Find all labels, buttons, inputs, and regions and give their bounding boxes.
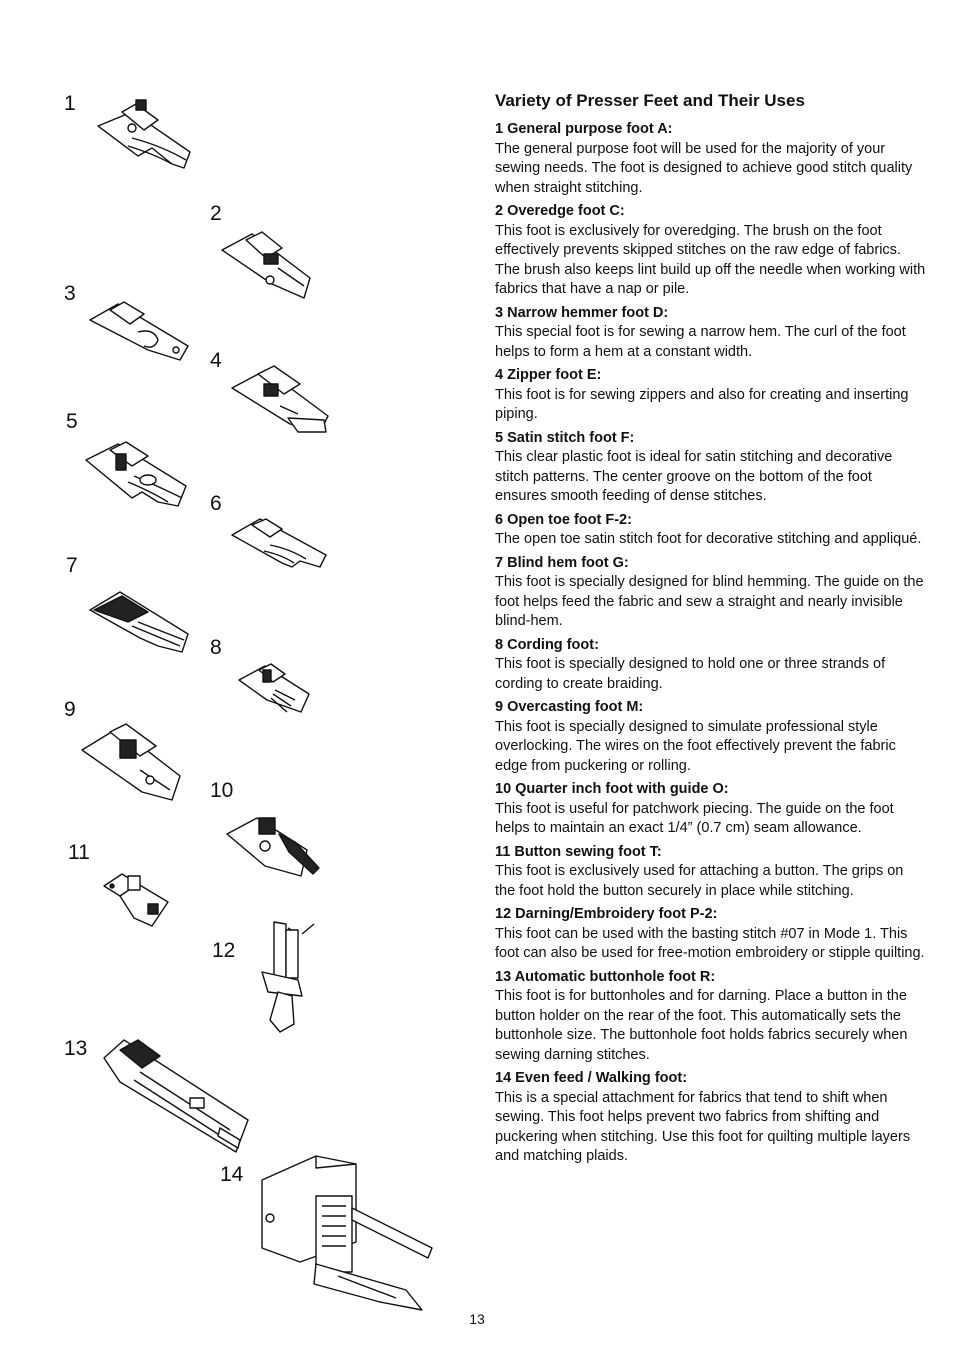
automatic-buttonhole-foot-illustration xyxy=(100,1036,255,1156)
quarter-inch-foot-illustration xyxy=(225,812,325,882)
foot-entry-body: This foot is for sewing zippers and also for creating and inserting piping. xyxy=(495,386,909,422)
foot-entry-body: This foot is specially designed to hold one or three strands of cording to create braiding. xyxy=(495,656,886,692)
foot-entry-body: The general purpose foot will be used for the majority of your sewing needs. The foot is designed to achieve good stitch quality when straight stitching. xyxy=(495,140,913,196)
foot-entry-body: This is a special attachment for fabrics that tend to shift when sewing. This foot helps prevent two fabrics from shifting and puckering when stitching. Use this foot for quilting multiple layers and matching plaids. xyxy=(495,1089,911,1164)
foot-entry-body: This clear plastic foot is ideal for satin stitching and decorative stitch patterns. The center groove on the bottom of the foot ensures smooth feeding of dense stitches. xyxy=(495,449,893,504)
button-sewing-foot-illustration xyxy=(98,866,173,931)
general-purpose-foot-illustration xyxy=(92,98,192,178)
foot-entry-body: The open toe satin stitch foot for decorative stitching and appliqué. xyxy=(495,531,922,547)
foot-entry xyxy=(495,202,927,300)
foot-entry-title: 10 Quarter inch foot with guide O: xyxy=(495,781,729,797)
overcasting-foot-illustration xyxy=(80,720,185,805)
figure-number-6: 6 xyxy=(210,492,222,515)
foot-entry xyxy=(495,636,927,695)
figure-number-2: 2 xyxy=(210,202,222,225)
figure-number-4: 4 xyxy=(210,349,222,372)
foot-entry xyxy=(495,511,927,550)
foot-entry xyxy=(495,429,927,507)
foot-entry xyxy=(495,968,927,1066)
foot-entry-title: 2 Overedge foot C: xyxy=(495,203,625,219)
foot-entry-body: This foot is exclusively used for attaching a button. The grips on the foot hold the button securely in place while stitching. xyxy=(495,863,904,899)
foot-entry-title: 9 Overcasting foot M: xyxy=(495,699,644,715)
figure-number-11: 11 xyxy=(68,841,90,864)
figure-number-10: 10 xyxy=(210,779,234,802)
page-heading: Variety of Presser Feet and Their Uses xyxy=(495,91,805,110)
foot-entry-title: 13 Automatic buttonhole foot R: xyxy=(495,968,716,985)
figure-number-14: 14 xyxy=(220,1163,244,1186)
foot-entry-body: This foot is specially designed for blind hemming. The guide on the foot helps feed the fabric and sew a straight and nearly invisible blind-hem. xyxy=(495,574,924,629)
foot-entry xyxy=(495,366,927,425)
foot-entry xyxy=(495,905,927,964)
cording-foot-illustration xyxy=(237,660,312,720)
figure-number-7: 7 xyxy=(66,554,78,577)
figure-number-9: 9 xyxy=(64,698,76,721)
foot-entry xyxy=(495,698,927,776)
foot-entry-body: This special foot is for sewing a narrow hem. The curl of the foot helps to form a hem at a constant width. xyxy=(495,324,906,360)
figure-number-3: 3 xyxy=(64,282,76,305)
figure-number-1: 1 xyxy=(64,92,76,115)
figure-number-13: 13 xyxy=(64,1037,88,1060)
blind-hem-foot-illustration xyxy=(88,586,193,658)
foot-entry-title: 7 Blind hem foot G: xyxy=(495,554,629,571)
walking-foot-illustration xyxy=(256,1152,436,1317)
foot-entry-body: This foot is for buttonholes and for darning. Place a button in the button holder on the rear of the foot. This automatically sets the buttonhole size. The buttonhole foot holds fabrics securely when sewing darning stitches. xyxy=(495,988,908,1063)
presser-feet-text xyxy=(495,90,927,1171)
page-number: 13 xyxy=(469,1311,485,1327)
foot-entry xyxy=(495,1069,927,1167)
foot-entry-body: This foot is specially designed to simulate professional style overlocking. The wires on the foot effectively prevent the fabric edge from puckering or rolling. xyxy=(495,718,896,774)
darning-foot-illustration xyxy=(258,920,318,1040)
foot-entry-title: 11 Button sewing foot T: xyxy=(495,843,662,860)
foot-entry-title: 5 Satin stitch foot F: xyxy=(495,429,635,446)
foot-entry-title: 14 Even feed / Walking foot: xyxy=(495,1070,688,1086)
narrow-hemmer-foot-illustration xyxy=(88,296,193,366)
foot-entry-body: This foot can be used with the basting stitch #07 in Mode 1. This foot can also be used for free-motion embroidery or stipple quilting. xyxy=(495,925,925,961)
figure-number-8: 8 xyxy=(210,636,222,659)
satin-stitch-foot-illustration xyxy=(82,436,192,514)
foot-entry xyxy=(495,120,927,198)
foot-entry-title: 8 Cording foot: xyxy=(495,636,599,653)
foot-entry-body: This foot is exclusively for overedging. The brush on the foot effectively prevents skipped stitches on the raw edge of fabrics. The brush also keeps lint build up off the needle when working with fabrics that have a nap or pile. xyxy=(495,222,926,297)
foot-entry-body: This foot is useful for patchwork piecing. The guide on the foot helps to maintain an exact 1/4” (0.7 cm) seam allowance. xyxy=(495,800,894,836)
foot-entry xyxy=(495,304,927,363)
foot-entry xyxy=(495,554,927,632)
foot-entry xyxy=(495,843,927,902)
figure-number-12: 12 xyxy=(212,939,236,962)
zipper-foot-illustration xyxy=(228,362,333,437)
foot-entry-title: 12 Darning/Embroidery foot P-2: xyxy=(495,906,718,922)
figure-number-5: 5 xyxy=(66,410,78,433)
foot-entry-title: 6 Open toe foot F-2: xyxy=(495,511,632,528)
open-toe-foot-illustration xyxy=(230,515,330,575)
foot-entry-title: 1 General purpose foot A: xyxy=(495,121,673,137)
foot-entry-title: 4 Zipper foot E: xyxy=(495,367,602,383)
overedge-foot-illustration xyxy=(218,228,313,303)
foot-entry xyxy=(495,780,927,839)
foot-entry-title: 3 Narrow hemmer foot D: xyxy=(495,304,669,321)
